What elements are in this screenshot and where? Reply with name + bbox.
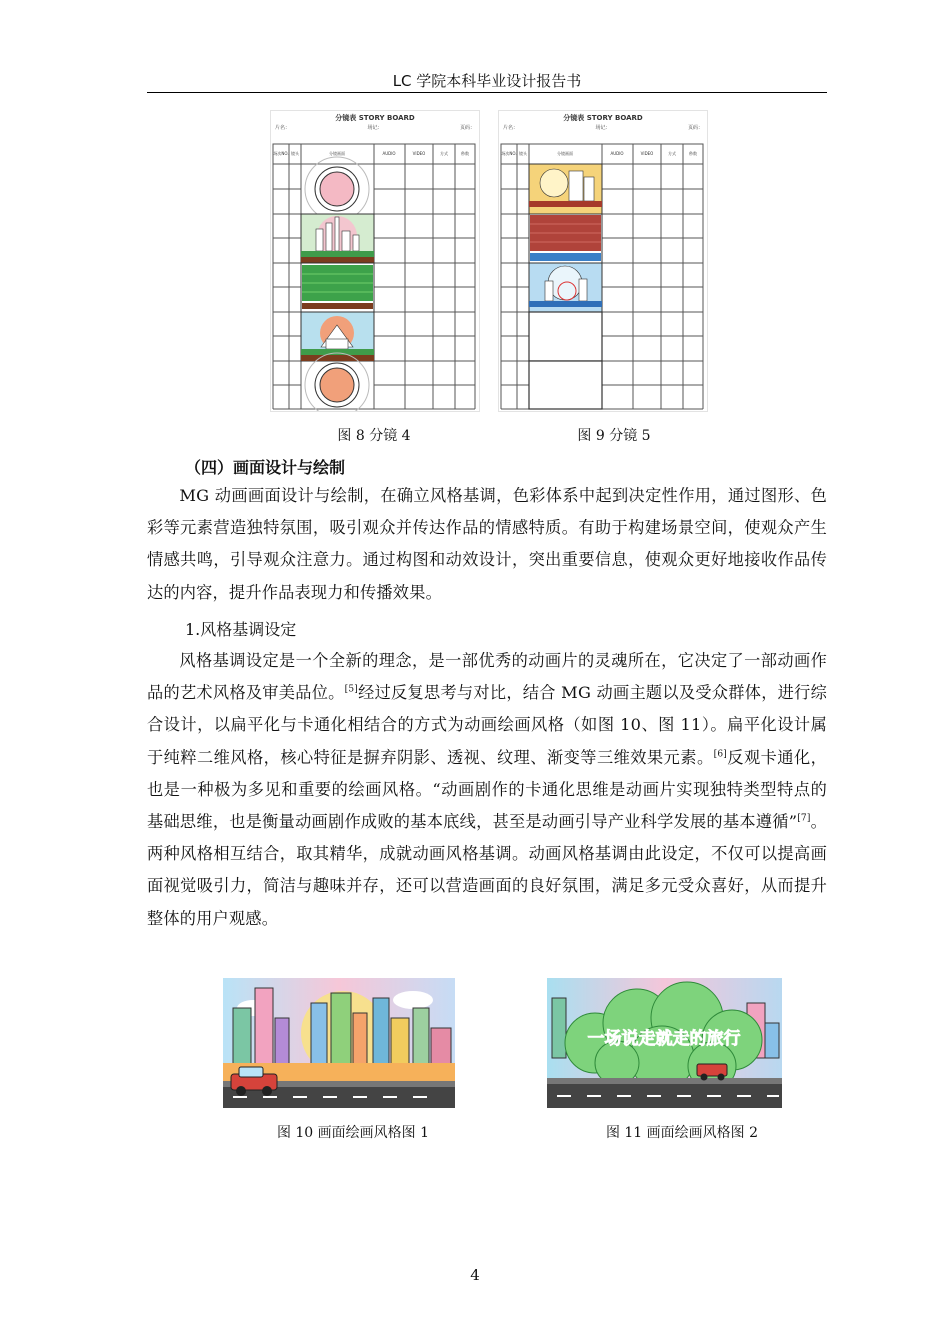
storyboard-grid — [271, 111, 479, 411]
storyboard-image-4 — [270, 110, 480, 412]
figure-11-title-text: 一场说走就走的旅行 — [587, 1029, 741, 1049]
storyboard-image-5 — [498, 110, 708, 412]
caption-fig8: 图 8 分镜 4 — [337, 428, 411, 444]
paragraph-2 — [147, 645, 827, 935]
col-header-shot: 镜头 — [291, 151, 299, 156]
col-header-sec: 秒数 — [461, 151, 469, 156]
running-header: LC 学院本科毕业设计报告书 — [392, 72, 582, 90]
storyboard-meta-film: 片名： — [275, 125, 291, 131]
col-header-camera: 方式 — [440, 151, 448, 156]
storyboard-meta-page: 页码： — [459, 125, 475, 131]
col-header-audio: AUDIO — [382, 151, 396, 156]
col-header-frame: 分镜画面 — [329, 151, 345, 156]
col-header-video: VIDEO — [412, 151, 426, 156]
storyboard-meta-page: 页码： — [687, 125, 703, 131]
figure-10-city-illustration — [223, 978, 455, 1108]
paragraph-1 — [147, 480, 827, 609]
frame-blue-city — [529, 263, 602, 312]
frame-city — [301, 214, 374, 263]
citation-6: [6] — [713, 749, 727, 760]
col-header-camera: 方式 — [668, 151, 676, 156]
frame-green-stripes — [301, 263, 374, 312]
frame-temple — [301, 312, 374, 361]
subsection-heading: 1.风格基调设定 — [185, 620, 297, 639]
storyboard-meta-log: 场记： — [367, 125, 383, 131]
col-header-scene: 场次NO. — [501, 151, 517, 156]
storyboard-meta-film: 片名： — [503, 125, 519, 131]
caption-fig9: 图 9 分镜 5 — [577, 428, 651, 444]
col-header-sec: 秒数 — [689, 151, 697, 156]
figure-11-title-illustration — [547, 978, 782, 1108]
paragraph-1-text: MG 动画画面设计与绘制，在确立风格基调，色彩体系中起到决定性作用，通过图形、色彩等元素营造独特氛围，吸引观众并传达作品的情感特质。有助于构建场景空间，使观众产生情感共鸣，引导观众注意力。通过构图和动效设计，突出重要信息，使观众更好地接收作品传达的内容，提升作品表现力和传播效果。 — [147, 486, 827, 602]
frame-yellow-city — [529, 164, 602, 214]
header-rule — [147, 92, 827, 93]
paragraph-2-text: 风格基调设定是一个全新的理念，是一部优秀的动画片的灵魂所在，它决定了一部动画作品的艺术风格及审美品位。[5]经过反复思考与对比，结合 MG 动画主题以及受众群体，进行综合设计，以扁平化与卡通化相结合的方式为动画绘画风格（如图 10、图 11）。扁平化设计属于纯粹二维风格，核心特征是摒弃阴影、透视、纹理、渐变等三维效果元素。[6]反观卡通化，也是一种极为多见和重要的绘画风格。“动画剧作的卡通化思维是动画片实现独特类型特点的基础思维，也是衡量动画剧作成败的基本底线，甚至是动画引导产业科学发展的基本遵循”[7]。两种风格相互结合，取其精华，成就动画风格基调。动画风格基调由此设定，不仅可以提高画面视觉吸引力，简洁与趣味并存，还可以营造画面的良好氛围，满足多元受众喜好，从而提升整体的用户观感。 — [147, 651, 828, 928]
col-header-frame: 分镜画面 — [557, 151, 573, 156]
storyboard-grid — [499, 111, 707, 411]
col-header-shot: 镜头 — [519, 151, 527, 156]
caption-fig11: 图 11 画面绘画风格图 2 — [605, 1125, 759, 1141]
storyboard-title: 分镜表 STORY BOARD — [563, 114, 643, 122]
page-number: 4 — [470, 1266, 480, 1284]
col-header-scene: 场次NO. — [273, 151, 289, 156]
frame-red-stripes — [529, 214, 602, 263]
frame-pink-circle — [305, 157, 369, 221]
frame-orange-circle — [305, 353, 369, 411]
col-header-video: VIDEO — [640, 151, 654, 156]
citation-7: [7] — [797, 813, 811, 824]
storyboard-meta-log: 场记： — [595, 125, 611, 131]
citation-5: [5] — [344, 684, 359, 695]
caption-fig10: 图 10 画面绘画风格图 1 — [276, 1125, 430, 1141]
col-header-audio: AUDIO — [610, 151, 624, 156]
section-heading: （四）画面设计与绘制 — [185, 458, 346, 477]
storyboard-title: 分镜表 STORY BOARD — [335, 114, 415, 122]
